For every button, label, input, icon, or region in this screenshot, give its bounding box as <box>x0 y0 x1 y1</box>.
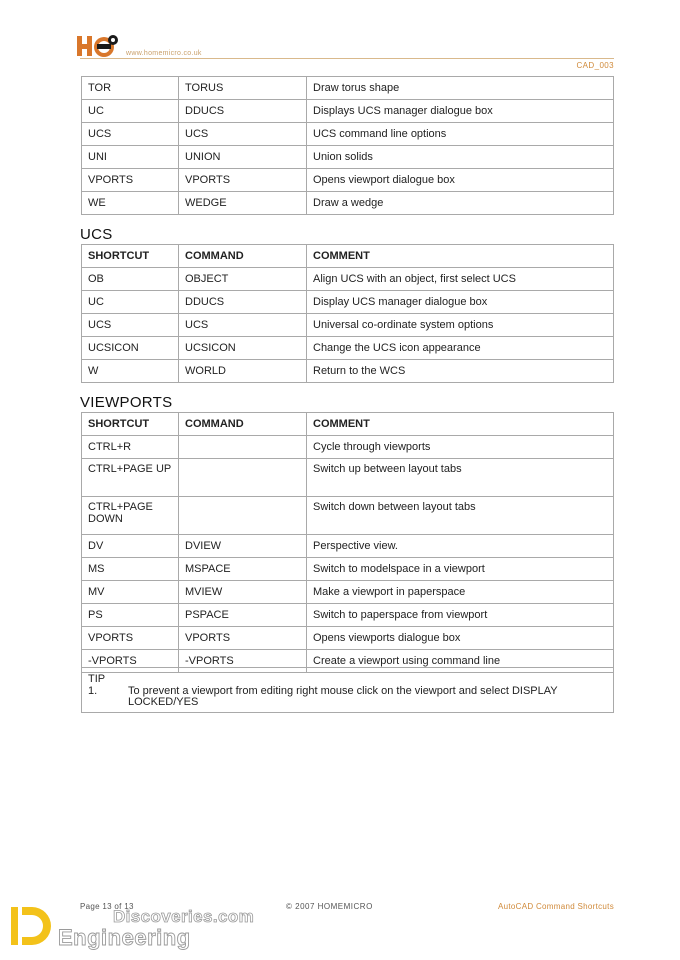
cell-shortcut: OB <box>82 268 179 291</box>
cell-comment: Create a viewport using command line <box>307 650 614 673</box>
cell-comment: Universal co-ordinate system options <box>307 314 614 337</box>
document-code: CAD_003 <box>576 61 614 70</box>
cell-comment: Draw a wedge <box>307 192 614 215</box>
cell-comment: Opens viewports dialogue box <box>307 627 614 650</box>
cell-shortcut: UC <box>82 291 179 314</box>
tip-number: 1. <box>88 685 98 697</box>
column-header-command: COMMAND <box>179 413 307 436</box>
cell-command: MSPACE <box>179 558 307 581</box>
cell-comment: Display UCS manager dialogue box <box>307 291 614 314</box>
homemicro-logo <box>77 33 119 59</box>
cell-shortcut: VPORTS <box>82 169 179 192</box>
table-row <box>82 100 614 123</box>
cell-command: UCS <box>179 314 307 337</box>
shortcut-table-continued <box>81 76 614 215</box>
cell-comment: Change the UCS icon appearance <box>307 337 614 360</box>
table-row <box>82 558 614 581</box>
cell-command: -VPORTS <box>179 650 307 673</box>
cell-command: UCS <box>179 123 307 146</box>
page-number: Page 13 of 13 <box>80 902 134 911</box>
table-row <box>82 459 614 497</box>
cell-shortcut: UCS <box>82 314 179 337</box>
cell-shortcut: -VPORTS <box>82 650 179 673</box>
table-row <box>82 581 614 604</box>
cell-command: DVIEW <box>179 535 307 558</box>
cell-shortcut: VPORTS <box>82 627 179 650</box>
cell-comment: Draw torus shape <box>307 77 614 100</box>
table-row <box>82 77 614 100</box>
table-row <box>82 146 614 169</box>
table-row <box>82 314 614 337</box>
cell-comment: Switch to paperspace from viewport <box>307 604 614 627</box>
table-row <box>82 169 614 192</box>
cell-comment: Return to the WCS <box>307 360 614 383</box>
cell-comment: Align UCS with an object, first select UCS <box>307 268 614 291</box>
table-header-row <box>82 413 614 436</box>
table-header-row <box>82 245 614 268</box>
tip-label: TIP <box>88 673 106 685</box>
cell-comment: Displays UCS manager dialogue box <box>307 100 614 123</box>
tip-text: To prevent a viewport from editing right mouse click on the viewport and select DISPLAY LOCKED/YES <box>128 685 558 708</box>
column-header-command: COMMAND <box>179 245 307 268</box>
cell-command: VPORTS <box>179 169 307 192</box>
cell-comment: Opens viewport dialogue box <box>307 169 614 192</box>
cell-shortcut: UCSICON <box>82 337 179 360</box>
table-row <box>82 627 614 650</box>
column-header-shortcut: SHORTCUT <box>82 245 179 268</box>
cell-shortcut: W <box>82 360 179 383</box>
cell-command: UNION <box>179 146 307 169</box>
cell-shortcut: CTRL+R <box>82 436 179 459</box>
cell-shortcut: MV <box>82 581 179 604</box>
cell-shortcut: WE <box>82 192 179 215</box>
cell-comment: Switch up between layout tabs <box>307 459 614 497</box>
table-row <box>82 360 614 383</box>
cell-shortcut: TOR <box>82 77 179 100</box>
cell-comment: Perspective view. <box>307 535 614 558</box>
table-row <box>82 436 614 459</box>
cell-command: VPORTS <box>179 627 307 650</box>
cell-shortcut: CTRL+PAGE DOWN <box>82 497 179 535</box>
cell-shortcut: UCS <box>82 123 179 146</box>
ucs-shortcut-table <box>81 244 614 383</box>
cell-comment: Cycle through viewports <box>307 436 614 459</box>
table-row <box>82 268 614 291</box>
header-divider <box>80 58 614 59</box>
cell-command: WEDGE <box>179 192 307 215</box>
section-heading-viewports: VIEWPORTS <box>80 394 173 411</box>
footer-title: AutoCAD Command Shortcuts <box>498 902 614 911</box>
cell-command <box>179 459 307 497</box>
cell-command <box>179 436 307 459</box>
table-row <box>82 604 614 627</box>
cell-command: OBJECT <box>179 268 307 291</box>
table-row <box>82 291 614 314</box>
cell-command: MVIEW <box>179 581 307 604</box>
cell-comment: Switch to modelspace in a viewport <box>307 558 614 581</box>
cell-shortcut: UNI <box>82 146 179 169</box>
cell-command: PSPACE <box>179 604 307 627</box>
header-url: www.homemicro.co.uk <box>126 50 202 57</box>
cell-shortcut: CTRL+PAGE UP <box>82 459 179 497</box>
cell-shortcut: UC <box>82 100 179 123</box>
cell-comment: UCS command line options <box>307 123 614 146</box>
cell-comment: Union solids <box>307 146 614 169</box>
cell-command: DDUCS <box>179 291 307 314</box>
cell-shortcut: PS <box>82 604 179 627</box>
cell-comment: Make a viewport in paperspace <box>307 581 614 604</box>
table-row <box>82 337 614 360</box>
table-row <box>82 535 614 558</box>
watermark-engineering: Engineering <box>58 925 191 950</box>
section-heading-ucs: UCS <box>80 226 113 243</box>
cell-command: DDUCS <box>179 100 307 123</box>
cell-shortcut: DV <box>82 535 179 558</box>
cell-command: UCSICON <box>179 337 307 360</box>
table-row <box>82 497 614 535</box>
cell-command <box>179 497 307 535</box>
table-row <box>82 192 614 215</box>
watermark-discoveries: Discoveries.com <box>113 907 255 926</box>
cell-shortcut: MS <box>82 558 179 581</box>
watermark-logo <box>8 904 54 948</box>
column-header-shortcut: SHORTCUT <box>82 413 179 436</box>
column-header-comment: COMMENT <box>307 245 614 268</box>
tip-box <box>81 667 614 713</box>
column-header-comment: COMMENT <box>307 413 614 436</box>
cell-command: WORLD <box>179 360 307 383</box>
cell-command: TORUS <box>179 77 307 100</box>
table-row <box>82 123 614 146</box>
cell-comment: Switch down between layout tabs <box>307 497 614 535</box>
copyright: © 2007 HOMEMICRO <box>286 902 373 911</box>
viewports-shortcut-table <box>81 412 614 673</box>
